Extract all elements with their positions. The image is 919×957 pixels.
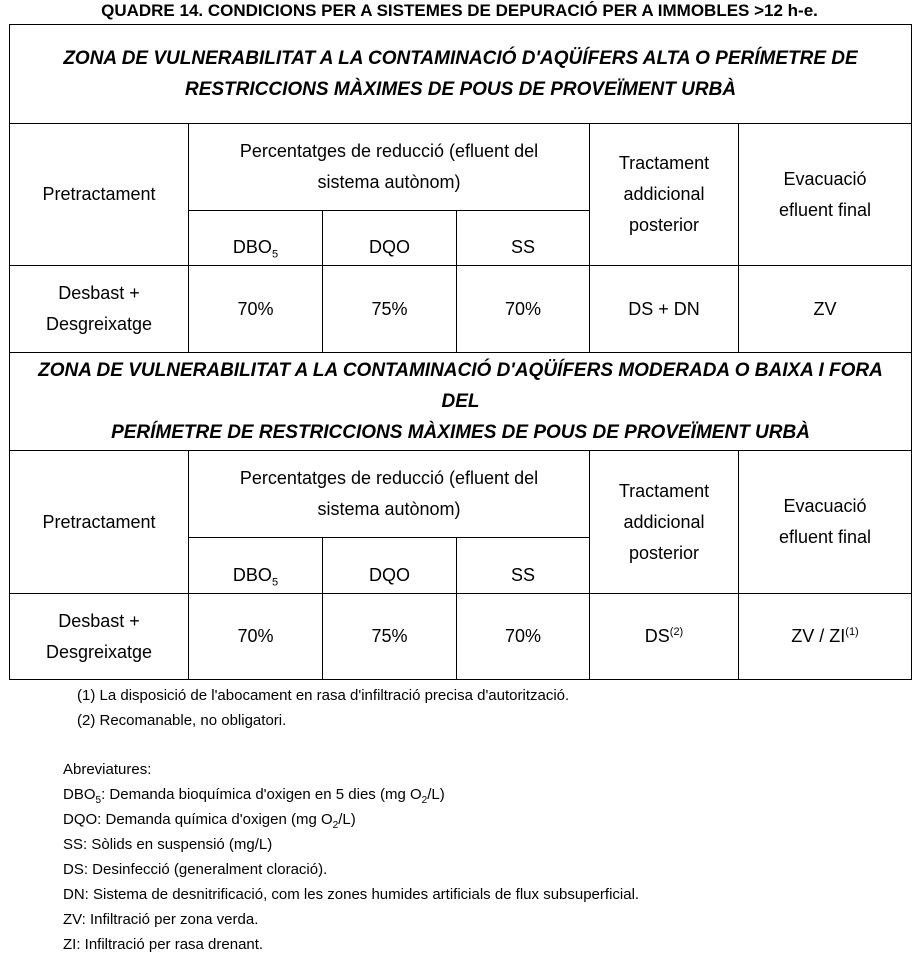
ss-header: SS [457, 211, 590, 266]
dqo-header: DQO [323, 538, 457, 594]
dbo-header: $DBO_5$ [189, 211, 323, 266]
zone-title: ZONA DE VULNERABILITAT A LA CONTAMINACIÓ D'AQÜÍFERS MODERADA O BAIXA I FORA DEL PERÍMETRE DE RESTRICCIONS MÀXIMES DE POUS DE PROVEÏMENT URBÀ [10, 353, 912, 451]
footnote-1: (1) La disposició de l'abocament en rasa d'infiltració precisa d'autorització. [77, 687, 570, 704]
evacuation-header: Evacuació efluent final [739, 124, 912, 266]
dqo-cell: 75% [323, 594, 457, 680]
reduction-header: Percentatges de reducció (efluent del sistema autònom) [189, 451, 590, 538]
table-row [10, 266, 912, 353]
table-row [10, 594, 912, 680]
footnote-2: (2) Recomanable, no obligatori. [77, 712, 287, 729]
evacuation-header: Evacuació efluent final [739, 451, 912, 594]
treatment-cell: DS$^{(2)}$ [590, 594, 739, 680]
treatment-header: Tractament addicional posterior [590, 124, 739, 266]
treatment-cell: DS + DN [590, 266, 739, 353]
ss-header: SS [457, 538, 590, 594]
dqo-cell: 75% [323, 266, 457, 353]
abbr-dbo: $DBO_5$: Demanda bioquímica d'oxigen en 5 dies (mg $O_2/L$) [63, 786, 445, 806]
abbr-ss: SS: Sòlids en suspensió (mg/L) [63, 836, 273, 853]
dbo-header: $DBO_5$ [189, 538, 323, 594]
dbo-cell: 70% [189, 594, 323, 680]
abbreviations-heading: Abreviatures: [63, 761, 152, 778]
zone-row [10, 25, 912, 124]
conditions-table [9, 24, 912, 680]
treatment-header: Tractament addicional posterior [590, 451, 739, 594]
pretreatment-cell: Desbast + Desgreixatge [10, 594, 189, 680]
dbo-cell: 70% [189, 266, 323, 353]
abbr-dn: DN: Sistema de desnitrificació, com les zones humides artificials de flux subsuperficial. [63, 886, 640, 903]
pretreatment-header: Pretractament [10, 451, 189, 594]
abbr-zv: ZV: Infiltració per zona verda. [63, 911, 259, 928]
pretreatment-header: Pretractament [10, 124, 189, 266]
abbreviations [63, 757, 639, 957]
abbr-zi: ZI: Infiltració per rasa drenant. [63, 936, 264, 953]
header-row [10, 124, 912, 211]
ss-cell: 70% [457, 266, 590, 353]
reduction-header: Percentatges de reducció (efluent del sistema autònom) [189, 124, 590, 211]
zone-row [10, 353, 912, 451]
ss-cell: 70% [457, 594, 590, 680]
abbr-dqo: DQO: Demanda química d'oxigen (mg $O_2/L$) [63, 811, 356, 831]
abbr-ds: DS: Desinfecció (generalment cloració). [63, 861, 328, 878]
evacuation-cell: ZV / ZI$^{(1)}$ [739, 594, 912, 680]
dqo-header: DQO [323, 211, 457, 266]
header-row [10, 451, 912, 538]
table-caption: QUADRE 14. CONDICIONS PER A SISTEMES DE DEPURACIÓ PER A IMMOBLES >12 h-e. [101, 1, 818, 20]
footnotes [77, 683, 569, 733]
pretreatment-cell: Desbast + Desgreixatge [10, 266, 189, 353]
evacuation-cell: ZV [739, 266, 912, 353]
zone-title: ZONA DE VULNERABILITAT A LA CONTAMINACIÓ D'AQÜÍFERS ALTA O PERÍMETRE DE RESTRICCIONS MÀXIMES DE POUS DE PROVEÏMENT URBÀ [10, 25, 912, 124]
